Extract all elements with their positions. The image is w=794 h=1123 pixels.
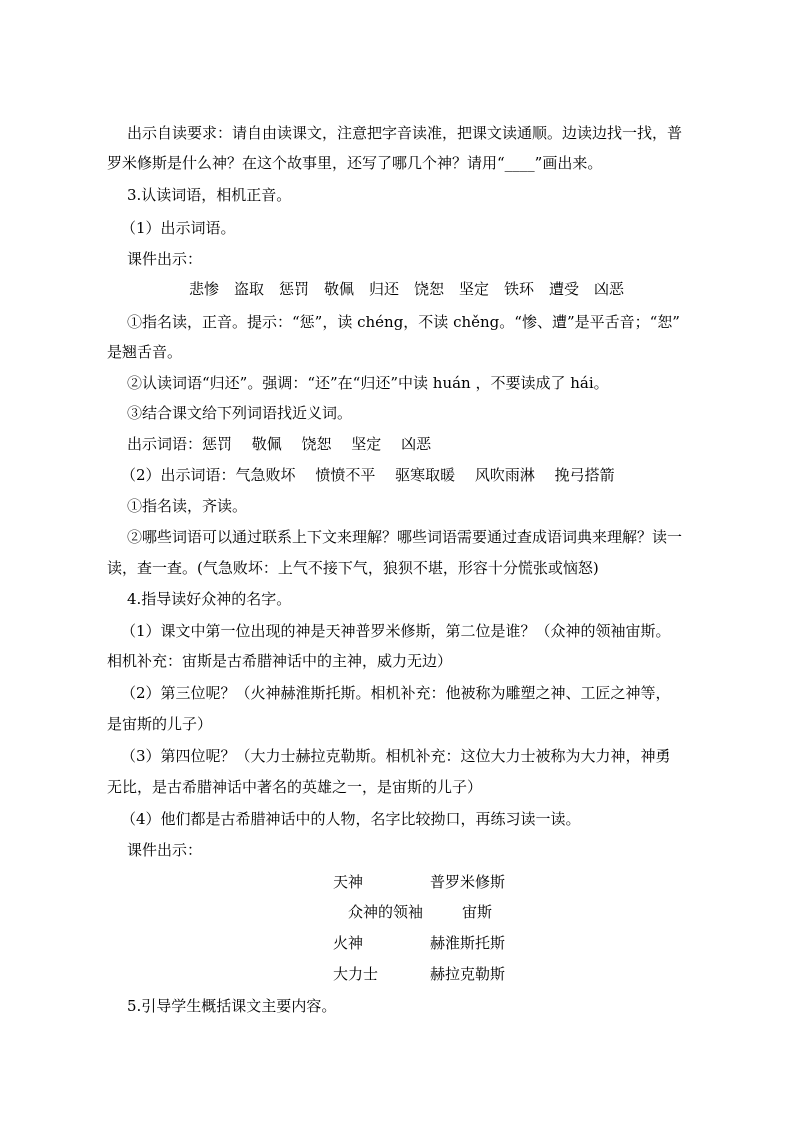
paragraph-line: （4）他们都是古希腊神话中的人物，名字比较拗口，再练习读一读。 — [121, 810, 581, 828]
paragraph-line: ①指名读，齐读。 — [127, 497, 248, 515]
paragraph-line: 罗米修斯是什么神？在这个故事里，还写了哪几个神？请用“____”画出来。 — [107, 154, 603, 172]
god-title: 大力士 — [333, 965, 379, 983]
paragraph-line: 出示自读要求：请自由读课文，注意把字音读准，把课文读通顺。边读边找一找，普 — [127, 124, 683, 142]
god-title: 火神 — [333, 934, 364, 952]
paragraph-line: ③结合课文给下列词语找近义词。 — [127, 404, 353, 422]
paragraph-line: （2）出示词语：气急败坏 愤愤不平 驱寒取暖 风吹雨淋 挽弓搭箭 — [121, 466, 615, 484]
god-title: 众神的领袖 — [348, 903, 424, 921]
god-title: 天神 — [333, 873, 364, 891]
paragraph-line: 课件出示： — [127, 250, 203, 268]
god-name: 普罗米修斯 — [430, 873, 506, 891]
paragraph-line: （1）出示词语。 — [121, 219, 236, 237]
paragraph-line: ①指名读，正音。提示：“惩”，读 chéng，不读 chěng。“惨、遭”是平舌音；“恕” — [127, 313, 680, 331]
paragraph-line: （2）第三位呢？（火神赫淮斯托斯。相机补充：他被称为雕塑之神、工匠之神等， — [121, 684, 671, 702]
paragraph-line: ②哪些词语可以通过联系上下文来理解？哪些词语需要通过查成语词典来理解？读一 — [127, 528, 683, 546]
god-name: 赫拉克勒斯 — [430, 965, 506, 983]
god-name: 宙斯 — [462, 903, 493, 921]
paragraph-line: ②认读词语“归还”。强调：“还”在“归还”中读 huán ，不要读成了 hái。 — [127, 374, 609, 392]
section-heading: 3.认读词语，相机正音。 — [127, 186, 292, 204]
god-name: 赫淮斯托斯 — [430, 934, 506, 952]
paragraph-line: 是宙斯的儿子） — [107, 715, 213, 733]
section-heading: 4.指导读好众神的名字。 — [127, 590, 292, 608]
paragraph-line: 无比，是古希腊神话中著名的英雄之一，是宙斯的儿子） — [107, 778, 483, 796]
paragraph-line: 课件出示： — [127, 841, 203, 859]
paragraph-line: （1）课文中第一位出现的神是天神普罗米修斯，第二位是谁？（众神的领袖宙斯。 — [121, 622, 671, 640]
paragraph-line: 出示词语：惩罚 敬佩 饶恕 坚定 凶恶 — [127, 435, 432, 453]
paragraph-line: （3）第四位呢？（大力士赫拉克勒斯。相机补充：这位大力士被称为大力神，神勇 — [121, 747, 671, 765]
section-heading: 5.引导学生概括课文主要内容。 — [127, 997, 337, 1015]
paragraph-line: 读，查一查。(气急败坏：上气不接下气，狼狈不堪，形容十分慌张或恼怒) — [107, 559, 599, 577]
paragraph-line: 是翘舌音。 — [107, 343, 183, 361]
word-list: 悲惨 盗取 惩罚 敬佩 归还 饶恕 坚定 铁环 遭受 凶恶 — [189, 280, 625, 298]
paragraph-line: 相机补充：宙斯是古希腊神话中的主神，威力无边） — [107, 652, 453, 670]
